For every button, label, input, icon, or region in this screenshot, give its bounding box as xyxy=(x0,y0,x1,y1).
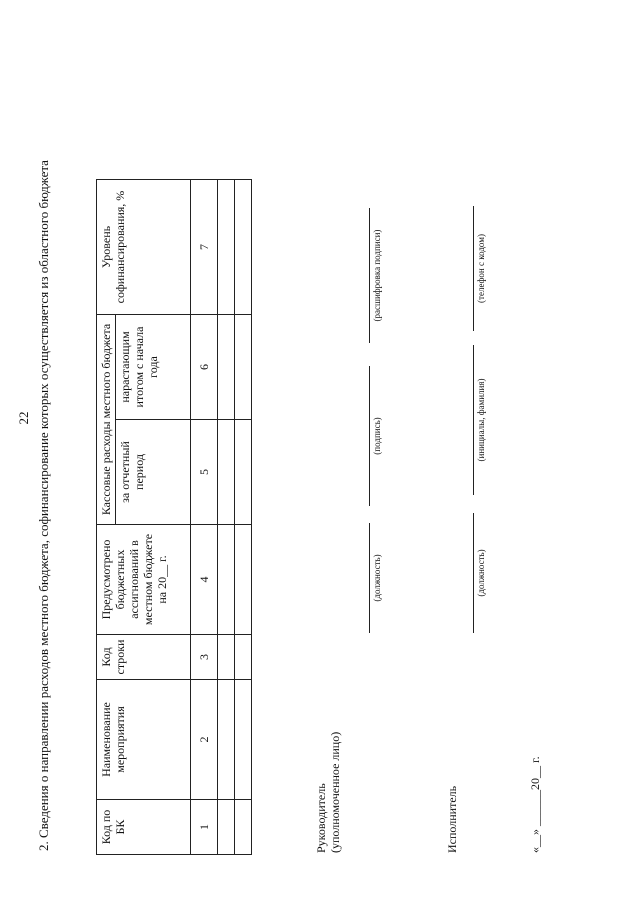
caption-initials: (инициалы, фамилия) xyxy=(476,378,486,462)
column-number: 3 xyxy=(191,635,218,680)
page-number: 22 xyxy=(16,411,31,425)
column-number: 4 xyxy=(191,525,218,635)
head-signature-line xyxy=(369,366,370,506)
table-row xyxy=(218,180,235,855)
header-cofinancing: Уровень софинансирования, % xyxy=(97,180,191,315)
header-code-bk: Код по БК xyxy=(97,800,191,855)
header-row-code: Код строки xyxy=(97,635,191,680)
head-decoding-line xyxy=(369,208,370,343)
column-number: 1 xyxy=(191,800,218,855)
expenses-table xyxy=(96,179,252,855)
caption-signature: (подпись) xyxy=(372,417,382,455)
caption-position: (должность) xyxy=(372,554,382,602)
column-numbers-row xyxy=(191,180,218,855)
executor-label: Исполнитель xyxy=(445,785,459,853)
column-number: 2 xyxy=(191,680,218,800)
header-cash-expenses: Кассовые расходы местного бюджета xyxy=(97,315,116,525)
executor-name-line xyxy=(473,345,474,495)
header-event-name: Наименование мероприятия xyxy=(97,680,191,800)
column-number: 7 xyxy=(191,180,218,315)
section-heading: 2. Сведения о направлении расходов местного бюджета, софинансирование которых осуществляется из областного бюджета xyxy=(36,160,51,851)
head-position-line xyxy=(369,523,370,633)
column-number: 5 xyxy=(191,420,218,525)
table-header-row xyxy=(97,180,116,855)
executor-position-line xyxy=(473,513,474,633)
caption-position: (должность) xyxy=(476,549,486,597)
caption-decoding: (расшифровка подписи) xyxy=(372,229,382,322)
executor-phone-line xyxy=(473,206,474,331)
table-row xyxy=(235,180,252,855)
header-cumulative: нарастающим итогом с начала года xyxy=(116,315,191,420)
header-for-period: за отчетный период xyxy=(116,420,191,525)
caption-phone: (телефон с кодом) xyxy=(476,234,486,303)
header-planned: Предусмотрено бюджетных ассигнований в местном бюджете на 20__ г. xyxy=(97,525,191,635)
head-label: Руководитель (уполномоченное лицо) xyxy=(314,731,342,853)
column-number: 6 xyxy=(191,315,218,420)
date-line: «__» ______20__ г. xyxy=(528,756,542,853)
